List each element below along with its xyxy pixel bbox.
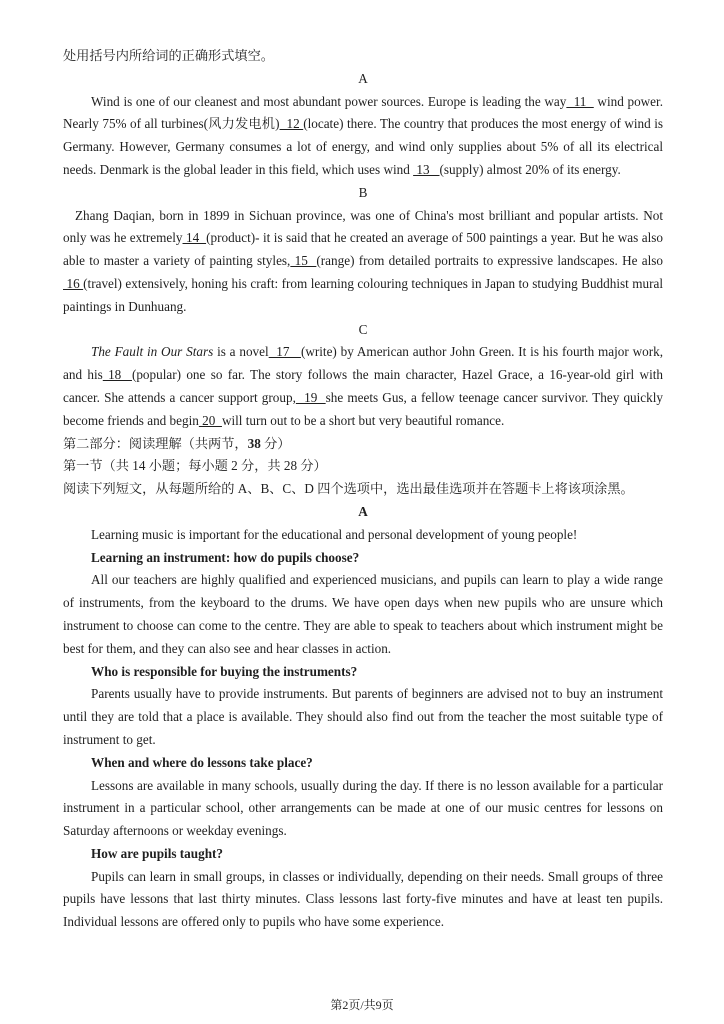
text-run: The Fault in Our Stars: [91, 344, 214, 360]
para-how-pupils-choose: [63, 569, 663, 660]
reading-passage-a-letter: [63, 501, 663, 524]
text-run: 38: [247, 435, 261, 451]
text-run: 分）: [260, 435, 291, 451]
text-run: Learning an instrument: how do pupils choose?: [91, 549, 360, 565]
text-run: Who is responsible for buying the instruments?: [91, 663, 358, 679]
blank-field: 16: [63, 275, 84, 291]
heading-lessons-take-place: [63, 752, 663, 775]
blank-field: 19: [295, 389, 326, 405]
text-run: When and where do lessons take place?: [91, 754, 313, 770]
text-run: How are pupils taught?: [91, 845, 224, 861]
text-run: Learning music is important for the educational and personal development of young people!: [91, 526, 578, 542]
text-run: (supply) almost 20% of its energy.: [439, 161, 621, 177]
page-footer: [0, 996, 724, 1014]
text-run: (product)- it is said that he created an average of 500 paintings a year. But he was also able to master a variety of painting styles,: [63, 230, 663, 269]
heading-buying-instruments: [63, 661, 663, 684]
text-run: A: [358, 503, 368, 519]
text-run: 第二部分：阅读理解（共两节，: [63, 435, 248, 451]
passage-a-cloze: [63, 91, 663, 182]
text-run: (range) from detailed portraits to expressive landscapes. He also: [316, 253, 663, 269]
text-run: is a novel: [213, 344, 269, 360]
heading-how-pupils-choose: [63, 547, 663, 570]
text-run: A: [358, 70, 368, 86]
text-run: 处用括号内所给词的正确形式填空。: [63, 48, 274, 63]
part-two-header: [63, 433, 663, 456]
text-run: will turn out to be a short but very beautiful romance.: [221, 412, 505, 428]
text-run: Pupils can learn in small groups, in classes or individually, depending on their needs. Small groups of three pupils have lessons that last thirty minutes. Class lessons last forty-five minutes and have at least ten pupils. Individual lessons are offered only to pupils who have some experience.: [63, 868, 663, 930]
blank-field: 12: [279, 116, 304, 132]
heading-pupils-taught: [63, 843, 663, 866]
section-letter-b: [63, 182, 663, 205]
blank-field: 15: [290, 253, 317, 269]
page-number: 第2页/共9页: [330, 998, 394, 1012]
text-run: All our teachers are highly qualified and experienced musicians, and pupils can learn to play a wide range of instruments, from the keyboard to the drums. We have open days when new pupils who are unsure which instrument to choose can come to the centre. They are able to speak to teachers about which instrument might be best for them, and they can also see and hear classes in action.: [63, 572, 663, 656]
text-run: Lessons are available in many schools, usually during the day. If there is no lesson available for a particular instrument in a particular school, other arrangements can be made at one of our music centres for lessons on Saturday afternoons or weekday evenings.: [63, 777, 663, 839]
text-run: she meets Gus, a fellow teenage cancer survivor. They quickly become friends and begin: [63, 389, 664, 428]
passage-c-cloze: [63, 341, 663, 432]
text-run: Zhang Daqian, born in 1899 in Sichuan province, was one of China's most brilliant and popular artists. Not only was he extremely: [63, 207, 663, 246]
document-body: [63, 45, 663, 934]
blank-field: 14: [182, 230, 207, 246]
instruction-tail-line: [63, 45, 663, 68]
text-run: B: [358, 184, 368, 200]
para-pupils-taught: [63, 866, 663, 934]
blank-field: 18: [102, 367, 132, 383]
section-one-header: [63, 455, 663, 478]
blank-field: 11: [566, 93, 594, 109]
text-run: (locate) there. The country that produces the most energy of wind is Germany. However, Germany consumes a lot of energy, and wind only supplies about 5% of all its electrical needs. Denmark is the global leader in this field, which uses wind: [63, 116, 663, 177]
passage-b-cloze: [63, 205, 663, 319]
section-letter-a: [63, 68, 663, 91]
blank-field: 17: [268, 344, 301, 360]
para-lessons-take-place: [63, 775, 663, 843]
text-run: Wind is one of our cleanest and most abundant power sources. Europe is leading the way: [91, 93, 567, 109]
reading-instruction: [63, 478, 663, 501]
blank-field: 13: [413, 161, 440, 177]
text-run: wind power. Nearly 75% of all turbines(风力发电机): [63, 93, 663, 132]
text-run: (popular) one so far. The story follows the main character, Hazel Grace, a 16-year-old girl with cancer. She attends a cancer support group,: [63, 367, 663, 405]
text-run: Parents usually have to provide instruments. But parents of beginners are advised not to buy an instrument until they are told that a place is available. They should also find out from the teacher the most suitable type of instrument to get.: [63, 686, 663, 747]
text-run: (travel) extensively, honing his craft: from learning colouring techniques in Japan to studying Buddhist mural paintings in Dunhuang.: [63, 275, 664, 314]
blank-field: 20: [198, 412, 222, 428]
para-buying-instruments: [63, 683, 663, 751]
passage-intro: [63, 524, 663, 547]
text-run: 第一节（共 14 小题；每小题 2 分，共 28 分）: [63, 458, 327, 474]
text-run: 阅读下列短文，从每题所给的 A、B、C、D 四个选项中，选出最佳选项并在答题卡上将该项涂黑。: [63, 481, 634, 497]
section-letter-c: [63, 319, 663, 342]
text-run: (write) by American author John Green. It is his fourth major work, and his: [63, 344, 664, 383]
text-run: C: [358, 321, 368, 337]
